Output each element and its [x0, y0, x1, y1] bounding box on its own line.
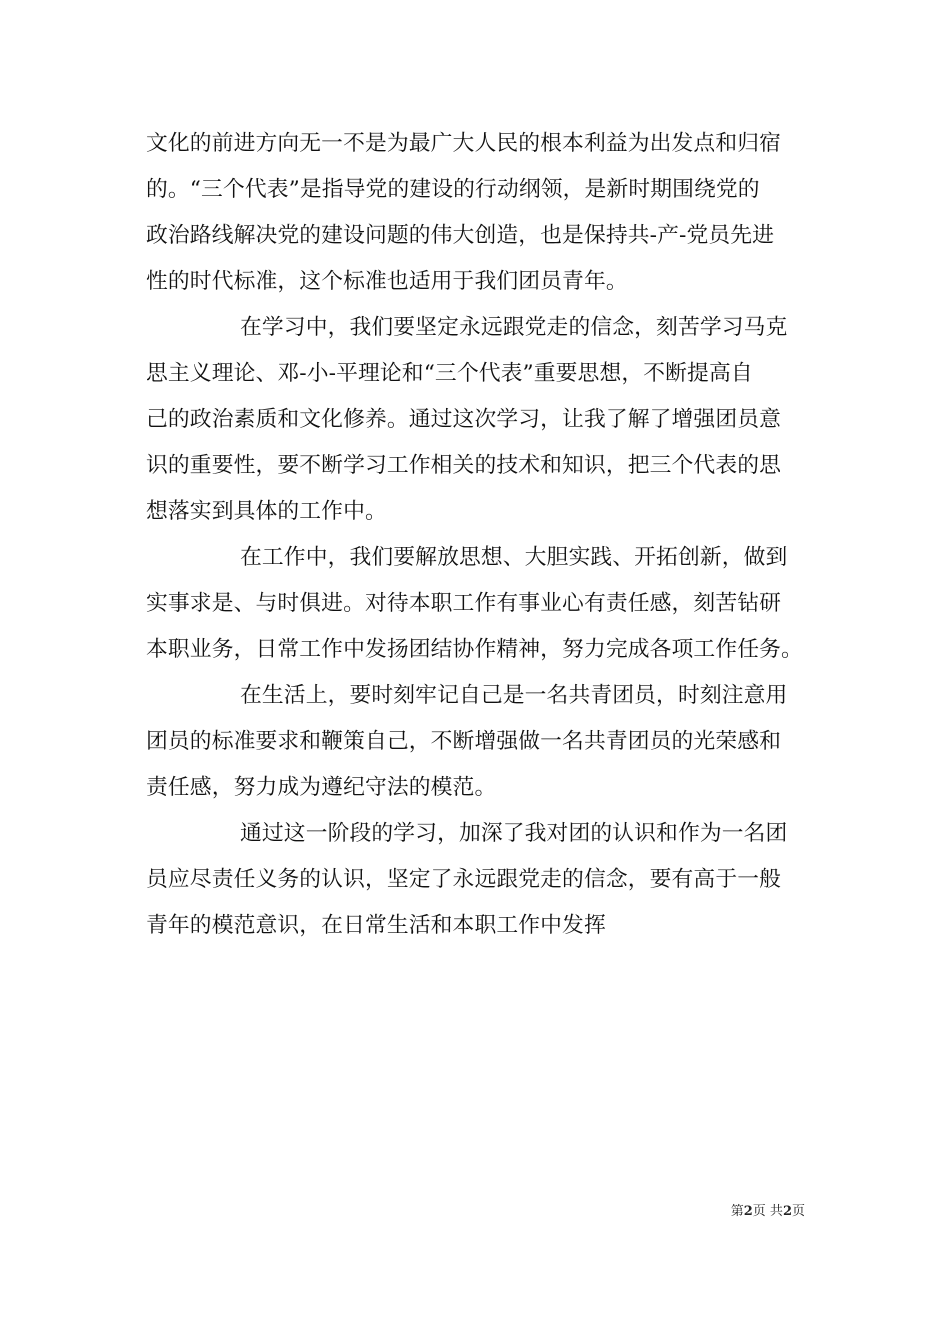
text-line: 想落实到具体的工作中。: [146, 499, 387, 524]
page-number-current: 2: [743, 1204, 753, 1219]
text-line: 识的重要性，要不断学习工作相关的技术和知识，把三个代表的思: [146, 453, 782, 478]
text-line: 的。“三个代表”是指导党的建设的行动纲领，是新时期围绕党的: [146, 177, 760, 202]
text-line: 实事求是、与时俱进。对待本职工作有事业心有责任感，刻苦钻研: [146, 591, 782, 616]
text-line: 员应尽责任义务的认识，坚定了永远跟党走的信念，要有高于一般: [146, 867, 782, 892]
document-body: [146, 121, 806, 949]
page-footer: [731, 1203, 805, 1221]
page-number-total: 2: [782, 1204, 792, 1219]
text-line: 责任感，努力成为遵纪守法的模范。: [146, 775, 497, 800]
paragraph-3: [146, 535, 806, 673]
paragraph-1: [146, 121, 806, 305]
paragraph-5: [146, 811, 806, 949]
text-line: 政治路线解决党的建设问题的伟大创造，也是保持共-产-党员先进: [146, 223, 775, 248]
text-line: 本职业务，日常工作中发扬团结协作精神，努力完成各项工作任务。: [146, 637, 803, 662]
paragraph-4: [146, 673, 806, 811]
page-number-suffix: 页: [791, 1204, 805, 1219]
text-line: 在工作中，我们要解放思想、大胆实践、开拓创新，做到: [240, 545, 788, 570]
text-line: 团员的标准要求和鞭策自己，不断增强做一名共青团员的光荣感和: [146, 729, 782, 754]
text-line: 性的时代标准，这个标准也适用于我们团员青年。: [146, 269, 628, 294]
page-number-mid: 页 共: [752, 1204, 783, 1219]
text-line: 通过这一阶段的学习，加深了我对团的认识和作为一名团: [240, 821, 788, 846]
paragraph-2: [146, 305, 806, 535]
page-number-prefix: 第: [730, 1204, 744, 1219]
text-line: 文化的前进方向无一不是为最广大人民的根本利益为出发点和归宿: [146, 131, 782, 156]
text-line: 思主义理论、邓-小-平理论和“三个代表”重要思想，不断提高自: [146, 361, 753, 386]
text-line: 在生活上，要时刻牢记自己是一名共青团员，时刻注意用: [240, 683, 788, 708]
text-line: 在学习中，我们要坚定永远跟党走的信念，刻苦学习马克: [240, 315, 788, 340]
text-line: 青年的模范意识，在日常生活和本职工作中发挥: [146, 913, 606, 938]
text-line: 己的政治素质和文化修养。通过这次学习，让我了解了增强团员意: [146, 407, 782, 432]
